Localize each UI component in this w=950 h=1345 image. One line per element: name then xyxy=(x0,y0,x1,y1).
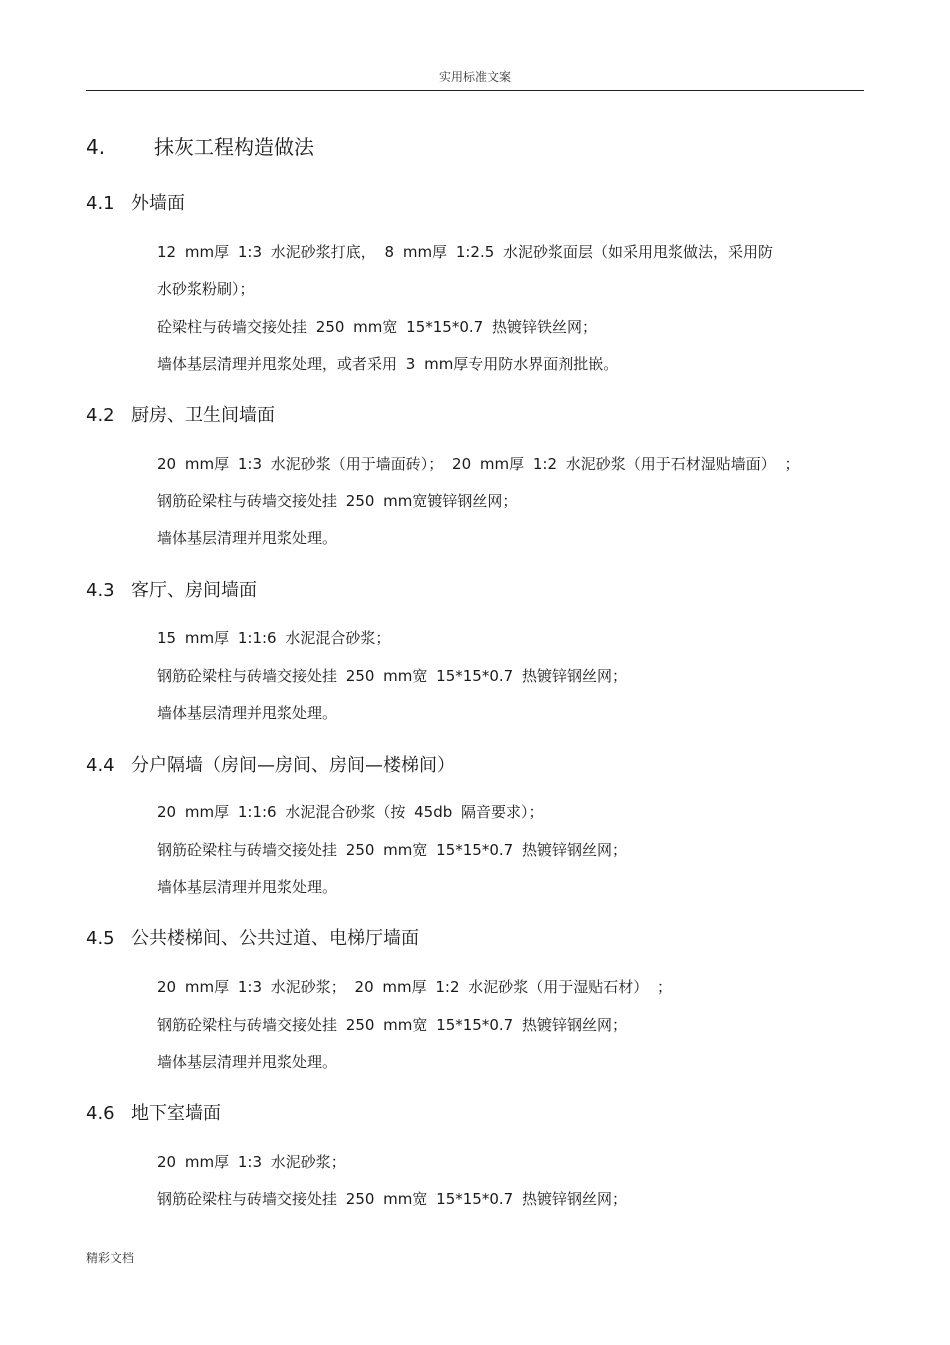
subsection-number: 4.3 xyxy=(86,580,115,601)
body-line: 20 mm厚 1:1:6 水泥混合砂浆（按 45db 隔音要求）； xyxy=(157,803,544,821)
subsection-number: 4.2 xyxy=(86,405,115,426)
subsection-heading-4-1 xyxy=(86,189,185,215)
body-line: 墙体基层清理并甩浆处理。 xyxy=(157,704,338,722)
body-line: 砼梁柱与砖墙交接处挂 250 mm宽 15*15*0.7 热镀锌铁丝网； xyxy=(157,318,597,336)
header-divider xyxy=(86,90,864,91)
body-line: 墙体基层清理并甩浆处理。 xyxy=(157,878,338,896)
body-line: 20 mm厚 1:3 水泥砂浆； xyxy=(157,1153,346,1171)
subsection-title: 厨房、卫生间墙面 xyxy=(131,405,275,426)
subsection-number: 4.4 xyxy=(86,755,115,776)
body-line: 墙体基层清理并甩浆处理，或者采用 3 mm厚专用防水界面剂批嵌。 xyxy=(157,355,619,373)
body-line: 墙体基层清理并甩浆处理。 xyxy=(157,1053,338,1071)
body-line: 钢筋砼梁柱与砖墙交接处挂 250 mm宽 15*15*0.7 热镀锌钢丝网； xyxy=(157,667,627,685)
subsection-heading-4-6 xyxy=(86,1099,221,1125)
page-header: 实用标准文案 xyxy=(438,70,511,84)
body-line: 水砂浆粉刷）； xyxy=(157,280,255,298)
subsection-title: 地下室墙面 xyxy=(131,1103,221,1124)
body-line: 20 mm厚 1:3 水泥砂浆； 20 mm厚 1:2 水泥砂浆（用于湿贴石材） ； xyxy=(157,978,673,996)
subsection-title: 外墙面 xyxy=(131,193,185,214)
section-heading xyxy=(86,131,314,160)
body-line: 15 mm厚 1:1:6 水泥混合砂浆； xyxy=(157,629,391,647)
body-line: 钢筋砼梁柱与砖墙交接处挂 250 mm宽 15*15*0.7 热镀锌钢丝网； xyxy=(157,1016,627,1034)
subsection-number: 4.6 xyxy=(86,1103,115,1124)
subsection-title: 公共楼梯间、公共过道、电梯厅墙面 xyxy=(131,928,419,949)
body-line: 20 mm厚 1:3 水泥砂浆（用于墙面砖）； 20 mm厚 1:2 水泥砂浆（用于石材湿贴墙面） ； xyxy=(157,455,800,473)
subsection-heading-4-4 xyxy=(86,751,455,777)
body-line: 钢筋砼梁柱与砖墙交接处挂 250 mm宽 15*15*0.7 热镀锌钢丝网； xyxy=(157,841,627,859)
subsection-number: 4.5 xyxy=(86,928,115,949)
body-line: 墙体基层清理并甩浆处理。 xyxy=(157,529,338,547)
section-title: 抹灰工程构造做法 xyxy=(154,135,314,159)
body-line: 钢筋砼梁柱与砖墙交接处挂 250 mm宽 15*15*0.7 热镀锌钢丝网； xyxy=(157,1190,627,1208)
body-line: 钢筋砼梁柱与砖墙交接处挂 250 mm宽镀锌钢丝网； xyxy=(157,492,518,510)
subsection-title: 分户隔墙（房间—房间、房间—楼梯间） xyxy=(131,755,455,776)
subsection-title: 客厅、房间墙面 xyxy=(131,580,257,601)
subsection-number: 4.1 xyxy=(86,193,115,214)
page-footer: 精彩文档 xyxy=(86,1251,135,1265)
subsection-heading-4-3 xyxy=(86,576,257,602)
section-number: 4. xyxy=(86,135,106,159)
subsection-heading-4-2 xyxy=(86,401,275,427)
body-line: 12 mm厚 1:3 水泥砂浆打底， 8 mm厚 1:2.5 水泥砂浆面层（如采用甩浆做法，采用防 xyxy=(157,243,774,261)
subsection-heading-4-5 xyxy=(86,924,419,950)
